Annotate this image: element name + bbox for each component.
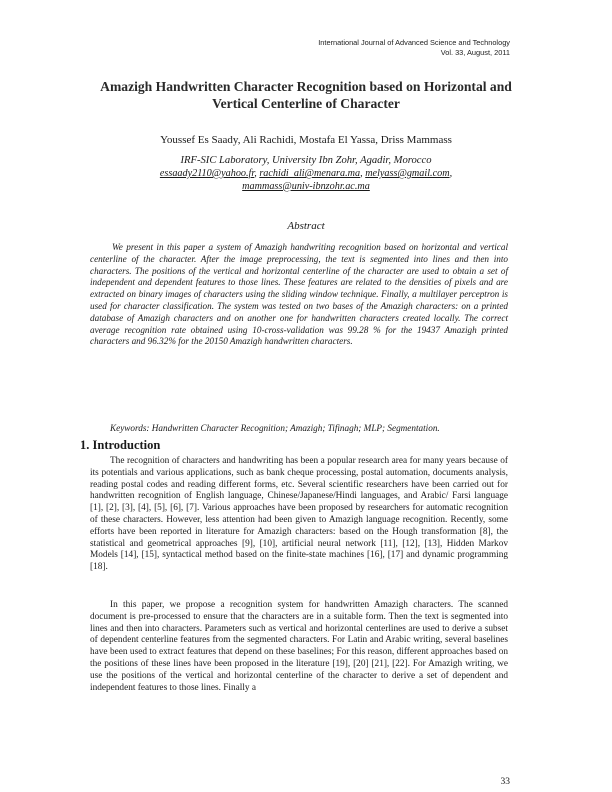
email-link-1[interactable]: essaady2110@yahoo.fr <box>159 168 255 179</box>
email-link-4[interactable]: mammass@univ-ibnzohr.ac.ma <box>242 180 370 192</box>
journal-header <box>210 38 510 58</box>
abstract-text: We present in this paper a system of Amazigh handwriting recognition based on horizontal and vertical centerline of the character. After the image preprocessing, the text is segmented into lines and then into characters. The positions of the vertical and horizontal centerline of the character are used to obtain a set of independent and dependent features to those lines. These features are related to the densities of pixels and are extracted on binary images of characters using the sliding window technique. Finally, a multilayer perceptron is used for character classification. The system was tested on two bases of the Amazigh characters: on a printed database of Amazigh characters and on another one for handwritten characters created locally. The correct average recognition rate obtained using 10-cross-validation was 99.28 % for the 19437 Amazigh printed characters and 96.32% for the 20150 Amazigh handwritten characters. <box>90 242 508 347</box>
page-number: 33 <box>500 777 510 787</box>
email-link-2[interactable]: rachidi_ali@menara.ma <box>259 168 361 179</box>
keywords: Keywords: Handwritten Character Recognition; Amazigh; Tifinagh; MLP; Segmentation. <box>110 423 440 433</box>
journal-volume: Vol. 33, August, 2011 <box>440 48 510 57</box>
email-link-3[interactable]: melyass@gmail.com <box>365 168 450 179</box>
abstract-heading: Abstract <box>287 220 325 232</box>
journal-name: International Journal of Advanced Science and Technology <box>318 38 510 47</box>
paper-title: Amazigh Handwritten Character Recognition based on Horizontal and Vertical Centerline of Character <box>100 79 512 111</box>
author-list: Youssef Es Saady, Ali Rachidi, Mostafa El Yassa, Driss Mammass <box>160 134 452 146</box>
section-heading-introduction: 1. Introduction <box>80 438 161 452</box>
intro-paragraph-1: The recognition of characters and handwriting has been a popular research area for many years because of its potentials and various applications, such as bank cheque processing, postal automation, documents analysis, reading postal codes and reading different forms, etc. Several scientific researchers have been carried out for handwritten recognition of English language, Chinese/Japanese/Hindi languages, and Arabic/ Farsi language [1], [2], [3], [4], [5], [6], [7]. Various approaches have been proposed by researchers for automatic recognition of these characters. However, less attention had been given to Amazigh language recognition. Recently, some efforts have been reported in literature for Amazigh characters: based on the Hough transformation [8], the statistical and geometrical approaches [9], [10], artificial neural network [11], [12], [13], Hidden Markov Models [14], [15], syntactical method based on the finite-state machines [16], [17] and dynamic programming [18]. <box>90 456 508 573</box>
affiliation: IRF-SIC Laboratory, University Ibn Zohr, Agadir, Morocco <box>180 155 432 166</box>
intro-paragraph-2: In this paper, we propose a recognition system for handwritten Amazigh characters. The scanned document is pre-processed to ensure that the characters are in a suitable form. Then the text is segmented into lines and then into characters. Parameters such as vertical and horizontal centerlines are used to derive a subset of dependent centerline features from the segmented characters. For Latin and Arabic writing, several baselines have been used to extract features that depend on these baselines; For this reason, different approaches based on the positions of these lines have been proposed in the literature [19], [20] [21], [22]. For Amazigh writing, we use the positions of the vertical and horizontal centerline of the character to derive a set of dependent and independent features to those lines. Finally a <box>90 600 508 693</box>
author-emails: essaady2110@yahoo.fr, rachidi_ali@menara.ma, melyass@gmail.com, mammass@univ-ibnzohr.ac.ma <box>159 168 453 192</box>
